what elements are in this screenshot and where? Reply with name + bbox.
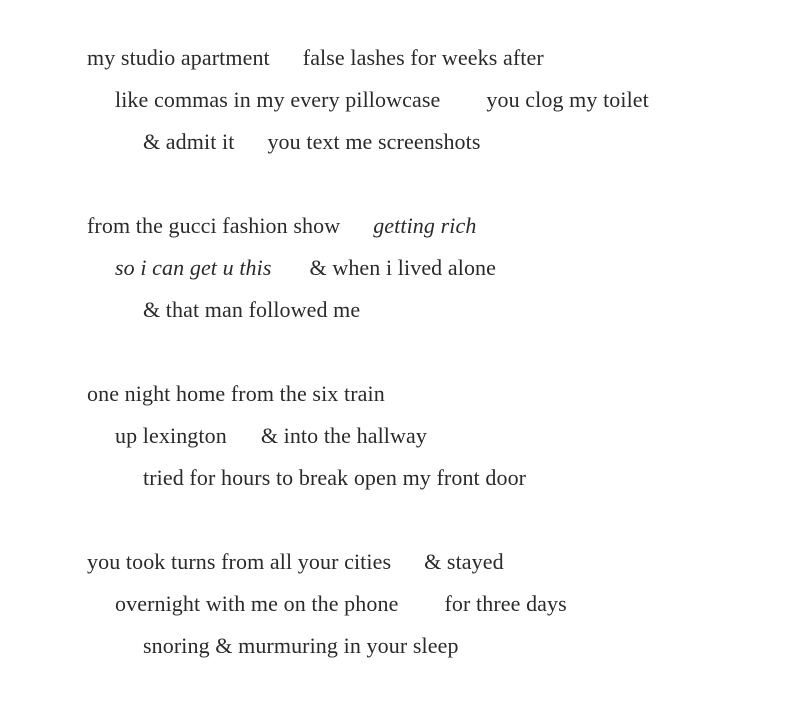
poem-line bbox=[87, 378, 385, 410]
line-segment: you text me screenshots bbox=[267, 129, 481, 154]
line-segment: & stayed bbox=[424, 549, 504, 574]
line-segment: & admit it bbox=[143, 129, 235, 154]
line-segment: up lexington bbox=[115, 423, 227, 448]
poem-line bbox=[143, 630, 459, 662]
line-segment: & into the hallway bbox=[260, 423, 427, 448]
poem-line bbox=[115, 420, 427, 452]
line-segment: from the gucci fashion show bbox=[87, 213, 341, 238]
poem-line bbox=[143, 462, 526, 494]
line-segment: & when i lived alone bbox=[309, 255, 497, 280]
poem-line bbox=[87, 546, 504, 578]
poem-line bbox=[115, 252, 496, 284]
line-segment: like commas in my every pillowcase bbox=[115, 87, 441, 112]
poem-line bbox=[87, 42, 544, 74]
line-segment: one night home from the six train bbox=[87, 381, 385, 406]
line-segment: & that man followed me bbox=[143, 297, 361, 322]
line-segment: you took turns from all your cities bbox=[87, 549, 392, 574]
line-segment: overnight with me on the phone bbox=[115, 591, 399, 616]
poem-line bbox=[143, 294, 360, 326]
line-segment: for three days bbox=[444, 591, 567, 616]
poem-line bbox=[115, 84, 649, 116]
poem-line bbox=[143, 126, 481, 158]
line-segment: false lashes for weeks after bbox=[302, 45, 544, 70]
line-segment-italic: so i can get u this bbox=[115, 255, 272, 280]
line-segment: my studio apartment bbox=[87, 45, 270, 70]
line-segment: snoring & murmuring in your sleep bbox=[143, 633, 459, 658]
poem-line bbox=[87, 210, 476, 242]
line-segment-italic: getting rich bbox=[373, 213, 477, 238]
line-segment: tried for hours to break open my front door bbox=[143, 465, 527, 490]
poem-line bbox=[115, 588, 567, 620]
line-segment: you clog my toilet bbox=[486, 87, 649, 112]
